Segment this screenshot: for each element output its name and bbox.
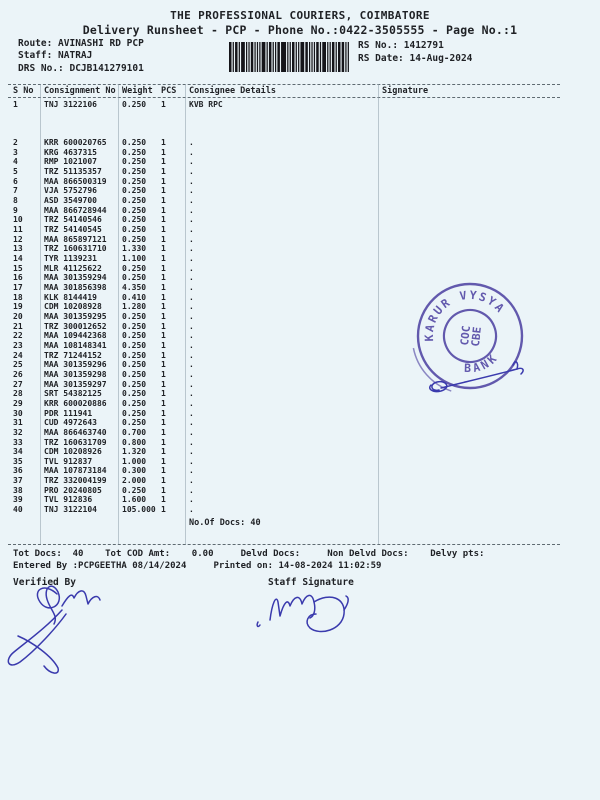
- cell-consignee: .: [189, 331, 194, 341]
- column-divider: [118, 84, 119, 545]
- table-row: [8, 505, 560, 515]
- cell-sno: 38: [13, 485, 23, 495]
- cell-consignment: MAA 107873184: [44, 466, 107, 476]
- cell-consignee: .: [189, 283, 194, 292]
- cell-consignee: .: [189, 350, 194, 360]
- table-row: [8, 254, 560, 264]
- cell-sno: 35: [13, 456, 23, 466]
- col-header-consignee: Consignee Details: [189, 86, 276, 96]
- table-row: [8, 486, 560, 496]
- cell-consignee: .: [189, 485, 194, 495]
- cell-pcs: 1: [161, 167, 166, 177]
- cell-consignee: .: [189, 147, 194, 157]
- verified-by-signature: [2, 580, 132, 680]
- cell-weight: 0.250: [122, 340, 147, 350]
- cell-signature: [378, 476, 560, 486]
- cell-consignee: .: [189, 186, 194, 196]
- cell-pcs: 1: [161, 263, 166, 273]
- stamp-arc-bottom-text: BANK: [463, 349, 502, 376]
- cell-consignment: MAA 301359295: [44, 311, 107, 321]
- stamp-center-line1: COC: [458, 324, 474, 347]
- cell-pcs: 1: [161, 398, 166, 408]
- cell-consignment: PRO 20240805: [44, 485, 102, 495]
- table-header-row: [8, 85, 560, 97]
- stamp-signature: [425, 358, 535, 403]
- staff-line: Staff: NATRAJ: [18, 50, 93, 61]
- table-row: [8, 215, 560, 225]
- barcode-icon: [228, 42, 352, 72]
- cell-sno: 23: [13, 340, 23, 350]
- stamp-center-line2: CBE: [468, 326, 484, 348]
- cell-signature: [378, 235, 560, 245]
- cell-sno: 11: [13, 225, 23, 235]
- cell-weight: 0.250: [122, 485, 147, 495]
- cell-sno: 29: [13, 398, 23, 408]
- cell-pcs: 1: [161, 186, 166, 196]
- cell-consignment: TRZ 160631709: [44, 437, 107, 447]
- cell-pcs: 1: [161, 495, 166, 505]
- cell-weight: 0.250: [122, 196, 147, 206]
- cell-signature: [378, 418, 560, 428]
- table-row: [8, 196, 560, 206]
- cell-signature: [378, 466, 560, 476]
- cell-weight: 0.250: [122, 186, 147, 196]
- cell-weight: 0.800: [122, 437, 147, 447]
- table-row: [8, 447, 560, 457]
- cell-consignee: .: [189, 495, 194, 505]
- cell-weight: 0.250: [122, 369, 147, 379]
- cell-weight: 0.250: [122, 215, 147, 225]
- cell-pcs: 1: [161, 427, 166, 437]
- cell-pcs: 1: [161, 311, 166, 321]
- cell-sno: 21: [13, 321, 23, 331]
- cell-consignee: .: [189, 321, 194, 331]
- cell-consignment: ASD 3549700: [44, 196, 97, 206]
- cell-sno: 32: [13, 427, 23, 437]
- cell-sno: 31: [13, 418, 23, 428]
- cell-consignee: .: [189, 389, 194, 399]
- table-row: [8, 476, 560, 486]
- cell-consignment: TVL 912837: [44, 456, 93, 466]
- cell-pcs: 1: [161, 138, 166, 148]
- cell-pcs: 1: [161, 215, 166, 225]
- cell-consignment: TRZ 54140546: [44, 215, 102, 225]
- cell-sno: 25: [13, 360, 23, 370]
- cell-signature: [378, 177, 560, 187]
- cell-consignee: .: [189, 427, 194, 437]
- cell-pcs: 1: [161, 408, 166, 418]
- cell-pcs: 1: [161, 369, 166, 379]
- cell-weight: 0.250: [122, 418, 147, 428]
- cell-sno: 24: [13, 350, 23, 360]
- cell-weight: 0.250: [122, 398, 147, 408]
- cell-signature: [378, 486, 560, 496]
- table-row: [8, 235, 560, 245]
- cell-signature: [378, 244, 560, 254]
- cell-consignee: .: [189, 437, 194, 447]
- cell-consignee: .: [189, 369, 194, 379]
- cell-pcs: 1: [161, 331, 166, 341]
- rs-date-line: RS Date: 14-Aug-2024: [358, 53, 473, 64]
- cell-consignment: MAA 301359297: [44, 379, 107, 389]
- cell-signature: [378, 138, 560, 148]
- cell-signature: [378, 196, 560, 206]
- cell-weight: 2.000: [122, 476, 147, 486]
- cell-weight: 0.250: [122, 321, 147, 331]
- cell-weight: 0.300: [122, 466, 147, 476]
- cell-pcs: 1: [161, 360, 166, 370]
- column-divider: [185, 84, 186, 545]
- cell-pcs: 1: [161, 205, 166, 215]
- cell-sno: 3: [13, 147, 18, 157]
- cell-consignee: .: [189, 196, 194, 206]
- cell-signature: [378, 505, 560, 515]
- cell-consignment: KRR 600020886: [44, 398, 107, 408]
- table-row: [8, 409, 560, 419]
- cell-signature: [378, 206, 560, 216]
- cell-weight: 0.250: [122, 176, 147, 186]
- cell-pcs: 1: [161, 418, 166, 428]
- cell-signature: [378, 409, 560, 419]
- cell-consignment: MAA 301359296: [44, 360, 107, 370]
- cell-weight: 0.250: [122, 331, 147, 341]
- cell-consignment: CDM 10208926: [44, 447, 102, 457]
- table-row: [8, 177, 560, 187]
- table-row: [8, 418, 560, 428]
- cell-consignment: MAA 866728944: [44, 205, 107, 215]
- table-row: [8, 206, 560, 216]
- cell-signature: [378, 148, 560, 158]
- cell-sno: 27: [13, 379, 23, 389]
- cell-consignment: MLR 41125622: [44, 263, 102, 273]
- cell-consignee: .: [189, 360, 194, 370]
- cell-consignee: .: [189, 418, 194, 428]
- cell-sno: 26: [13, 369, 23, 379]
- cell-pcs: 1: [161, 244, 166, 254]
- column-divider: [40, 84, 41, 545]
- cell-pcs: 1: [161, 476, 166, 486]
- cell-pcs: 1: [161, 225, 166, 235]
- drs-no-line: DRS No.: DCJB141279101: [18, 63, 144, 74]
- cell-pcs: 1: [161, 157, 166, 167]
- cell-sno: 36: [13, 466, 23, 476]
- table-row: [8, 157, 560, 167]
- no-of-docs: No.Of Docs: 40: [189, 517, 261, 528]
- table-row: [8, 466, 560, 476]
- cell-consignment: MAA 865897121: [44, 234, 107, 244]
- cell-consignee: .: [189, 157, 194, 167]
- cell-pcs: 1: [161, 389, 166, 399]
- col-header-sno: S No: [13, 86, 34, 96]
- cell-consignee: .: [189, 292, 194, 302]
- cell-signature: [378, 457, 560, 467]
- cell-pcs: 1: [161, 466, 166, 476]
- staff-signature-label: Staff Signature: [268, 577, 354, 588]
- cell-sno: 4: [13, 157, 18, 167]
- cell-consignee: .: [189, 466, 194, 476]
- cell-signature: [378, 495, 560, 505]
- cell-consignee: .: [189, 225, 194, 235]
- company-title: THE PROFESSIONAL COURIERS, COIMBATORE: [170, 9, 430, 22]
- cell-weight: 0.700: [122, 427, 147, 437]
- col-header-consignment: Consignment No: [44, 86, 116, 96]
- cell-pcs: 1: [161, 437, 166, 447]
- table-row: [8, 244, 560, 254]
- cell-consignee: .: [189, 205, 194, 215]
- cell-signature: [378, 167, 560, 177]
- cell-signature: [378, 447, 560, 457]
- cell-consignee: .: [189, 447, 194, 457]
- cell-sno: 30: [13, 408, 23, 418]
- cell-consignee: .: [189, 273, 194, 283]
- cell-sno: 28: [13, 389, 23, 399]
- table-row: [8, 457, 560, 467]
- cell-sno: 10: [13, 215, 23, 225]
- table-row: [8, 186, 560, 196]
- cell-consignment: TRZ 300012652: [44, 321, 107, 331]
- cell-consignment: TNJ 3122104: [44, 505, 97, 515]
- cell-sno: 18: [13, 292, 23, 302]
- cell-consignee: .: [189, 456, 194, 466]
- cell-consignment: TRZ 160631710: [44, 244, 107, 254]
- table-row: [8, 438, 560, 448]
- cell-weight: 0.250: [122, 408, 147, 418]
- cell-sno: 22: [13, 331, 23, 341]
- cell-weight: 0.250: [122, 147, 147, 157]
- cell-weight: 0.250: [122, 138, 147, 148]
- cell-weight: 0.250: [122, 389, 147, 399]
- cell-weight: 0.250: [122, 350, 147, 360]
- cell-consignment: KLK 8144419: [44, 292, 97, 302]
- cell-consignment: MAA 301856398: [44, 283, 107, 292]
- cell-sno: 40: [13, 505, 23, 515]
- cell-pcs: 1: [161, 100, 166, 109]
- cell-sno: 19: [13, 302, 23, 312]
- cell-weight: 1.320: [122, 447, 147, 457]
- cell-weight: 0.250: [122, 100, 147, 109]
- cell-sno: 6: [13, 176, 18, 186]
- table-row: [8, 138, 560, 148]
- cell-consignee: .: [189, 311, 194, 321]
- table-row: [8, 495, 560, 505]
- cell-pcs: 1: [161, 456, 166, 466]
- cell-weight: 1.000: [122, 456, 147, 466]
- cell-consignee: .: [189, 234, 194, 244]
- table-row: [8, 225, 560, 235]
- column-divider: [378, 84, 379, 545]
- cell-pcs: 1: [161, 379, 166, 389]
- entered-printed-line: Entered By :PCPGEETHA 08/14/2024 Printed on: 14-08-2024 11:02:59: [13, 561, 382, 571]
- runsheet-title: Delivery Runsheet - PCP - Phone No.:0422-3505555 - Page No.:1: [82, 23, 518, 37]
- cell-sno: 9: [13, 205, 18, 215]
- cell-signature: [378, 254, 560, 264]
- cell-consignment: TRZ 332004199: [44, 476, 107, 486]
- cell-weight: 1.100: [122, 254, 147, 264]
- cell-sno: 2: [13, 138, 18, 148]
- table-row: [8, 428, 560, 438]
- cell-signature: [378, 225, 560, 235]
- cell-weight: 0.250: [122, 311, 147, 321]
- cell-pcs: 1: [161, 350, 166, 360]
- cell-pcs: 1: [161, 234, 166, 244]
- cell-consignee: .: [189, 302, 194, 312]
- cell-pcs: 1: [161, 147, 166, 157]
- cell-pcs: 1: [161, 273, 166, 283]
- cell-consignment: PDR 111941: [44, 408, 93, 418]
- cell-weight: 1.280: [122, 302, 147, 312]
- cell-sno: 17: [13, 283, 23, 292]
- cell-signature: [378, 186, 560, 196]
- cell-pcs: 1: [161, 505, 166, 515]
- cell-consignment: MAA 866500319: [44, 176, 107, 186]
- cell-pcs: 1: [161, 292, 166, 302]
- rs-no-line: RS No.: 1412791: [358, 40, 444, 51]
- cell-weight: 0.250: [122, 167, 147, 177]
- cell-consignment: CUD 4972643: [44, 418, 97, 428]
- cell-consignee: .: [189, 476, 194, 486]
- cell-sno: 20: [13, 311, 23, 321]
- cell-sno: 13: [13, 244, 23, 254]
- cell-sno: 33: [13, 437, 23, 447]
- cell-signature: [378, 100, 560, 110]
- cell-weight: 4.350: [122, 283, 147, 292]
- cell-consignment: MAA 866463740: [44, 427, 107, 437]
- cell-consignment: TRZ 51135357: [44, 167, 102, 177]
- cell-weight: 0.250: [122, 273, 147, 283]
- cell-pcs: 1: [161, 176, 166, 186]
- cell-sno: 39: [13, 495, 23, 505]
- cell-consignee: .: [189, 167, 194, 177]
- cell-consignment: MAA 301359294: [44, 273, 107, 283]
- cell-consignment: KRR 600020765: [44, 138, 107, 148]
- verified-by-label: Verified By: [13, 577, 76, 588]
- cell-consignment: CDM 10208928: [44, 302, 102, 312]
- cell-consignment: MAA 108148341: [44, 340, 107, 350]
- cell-pcs: 1: [161, 340, 166, 350]
- cell-pcs: 1: [161, 196, 166, 206]
- cell-consignee: .: [189, 254, 194, 264]
- table-row: [8, 100, 560, 110]
- cell-signature: [378, 157, 560, 167]
- cell-sno: 7: [13, 186, 18, 196]
- cell-consignee: .: [189, 176, 194, 186]
- cell-consignment: TVL 912836: [44, 495, 93, 505]
- cell-consignee: .: [189, 215, 194, 225]
- table-row: [8, 167, 560, 177]
- cell-weight: 0.250: [122, 157, 147, 167]
- cell-consignee: .: [189, 379, 194, 389]
- cell-consignment: VJA 5752796: [44, 186, 97, 196]
- cell-sno: 15: [13, 263, 23, 273]
- cell-consignment: TNJ 3122106: [44, 100, 97, 109]
- cell-consignment: TRZ 54140545: [44, 225, 102, 235]
- cell-sno: 34: [13, 447, 23, 457]
- totals-line: Tot Docs: 40 Tot COD Amt: 0.00 Delvd Docs: Non Delvd Docs: Delvy pts:: [13, 549, 485, 559]
- cell-sno: 5: [13, 167, 18, 177]
- stamp-arc-top-text: KARUR VYSYA: [421, 287, 509, 342]
- cell-weight: 0.250: [122, 379, 147, 389]
- cell-sno: 16: [13, 273, 23, 283]
- cell-sno: 1: [13, 100, 18, 109]
- col-header-signature: Signature: [382, 86, 429, 96]
- cell-sno: 12: [13, 234, 23, 244]
- cell-consignment: TYR 1139231: [44, 254, 97, 264]
- cell-weight: 1.330: [122, 244, 147, 254]
- cell-consignment: MAA 109442368: [44, 331, 107, 341]
- cell-pcs: 1: [161, 254, 166, 264]
- route-line: Route: AVINASHI RD PCP: [18, 38, 144, 49]
- cell-consignment: KRG 4637315: [44, 147, 97, 157]
- cell-sno: 37: [13, 476, 23, 486]
- cell-consignee: .: [189, 138, 194, 148]
- cell-consignment: TRZ 71244152: [44, 350, 102, 360]
- cell-consignment: MAA 301359298: [44, 369, 107, 379]
- cell-weight: 0.250: [122, 225, 147, 235]
- cell-pcs: 1: [161, 283, 166, 292]
- table-row: [8, 148, 560, 158]
- cell-pcs: 1: [161, 321, 166, 331]
- cell-signature: [378, 428, 560, 438]
- cell-consignee: .: [189, 263, 194, 273]
- cell-pcs: 1: [161, 302, 166, 312]
- col-header-pcs: PCS: [161, 86, 177, 96]
- cell-signature: [378, 215, 560, 225]
- cell-weight: 0.410: [122, 292, 147, 302]
- cell-weight: 0.250: [122, 234, 147, 244]
- cell-weight: 1.600: [122, 495, 147, 505]
- cell-weight: 0.250: [122, 205, 147, 215]
- cell-signature: [378, 438, 560, 448]
- cell-sno: 8: [13, 196, 18, 206]
- cell-consignee: KVB RPC: [189, 100, 223, 109]
- cell-consignment: SRT 54382125: [44, 389, 102, 399]
- cell-weight: 105.000: [122, 505, 156, 515]
- cell-pcs: 1: [161, 485, 166, 495]
- cell-consignee: .: [189, 505, 194, 515]
- col-header-weight: Weight: [122, 86, 153, 96]
- cell-consignee: .: [189, 244, 194, 254]
- cell-consignee: .: [189, 398, 194, 408]
- staff-signature-scribble: [250, 582, 370, 652]
- cell-consignee: .: [189, 340, 194, 350]
- cell-weight: 0.250: [122, 360, 147, 370]
- divider: [8, 544, 560, 545]
- cell-consignee: .: [189, 408, 194, 418]
- cell-pcs: 1: [161, 447, 166, 457]
- cell-weight: 0.250: [122, 263, 147, 273]
- cell-sno: 14: [13, 254, 23, 264]
- cell-consignment: RMP 1021007: [44, 157, 97, 167]
